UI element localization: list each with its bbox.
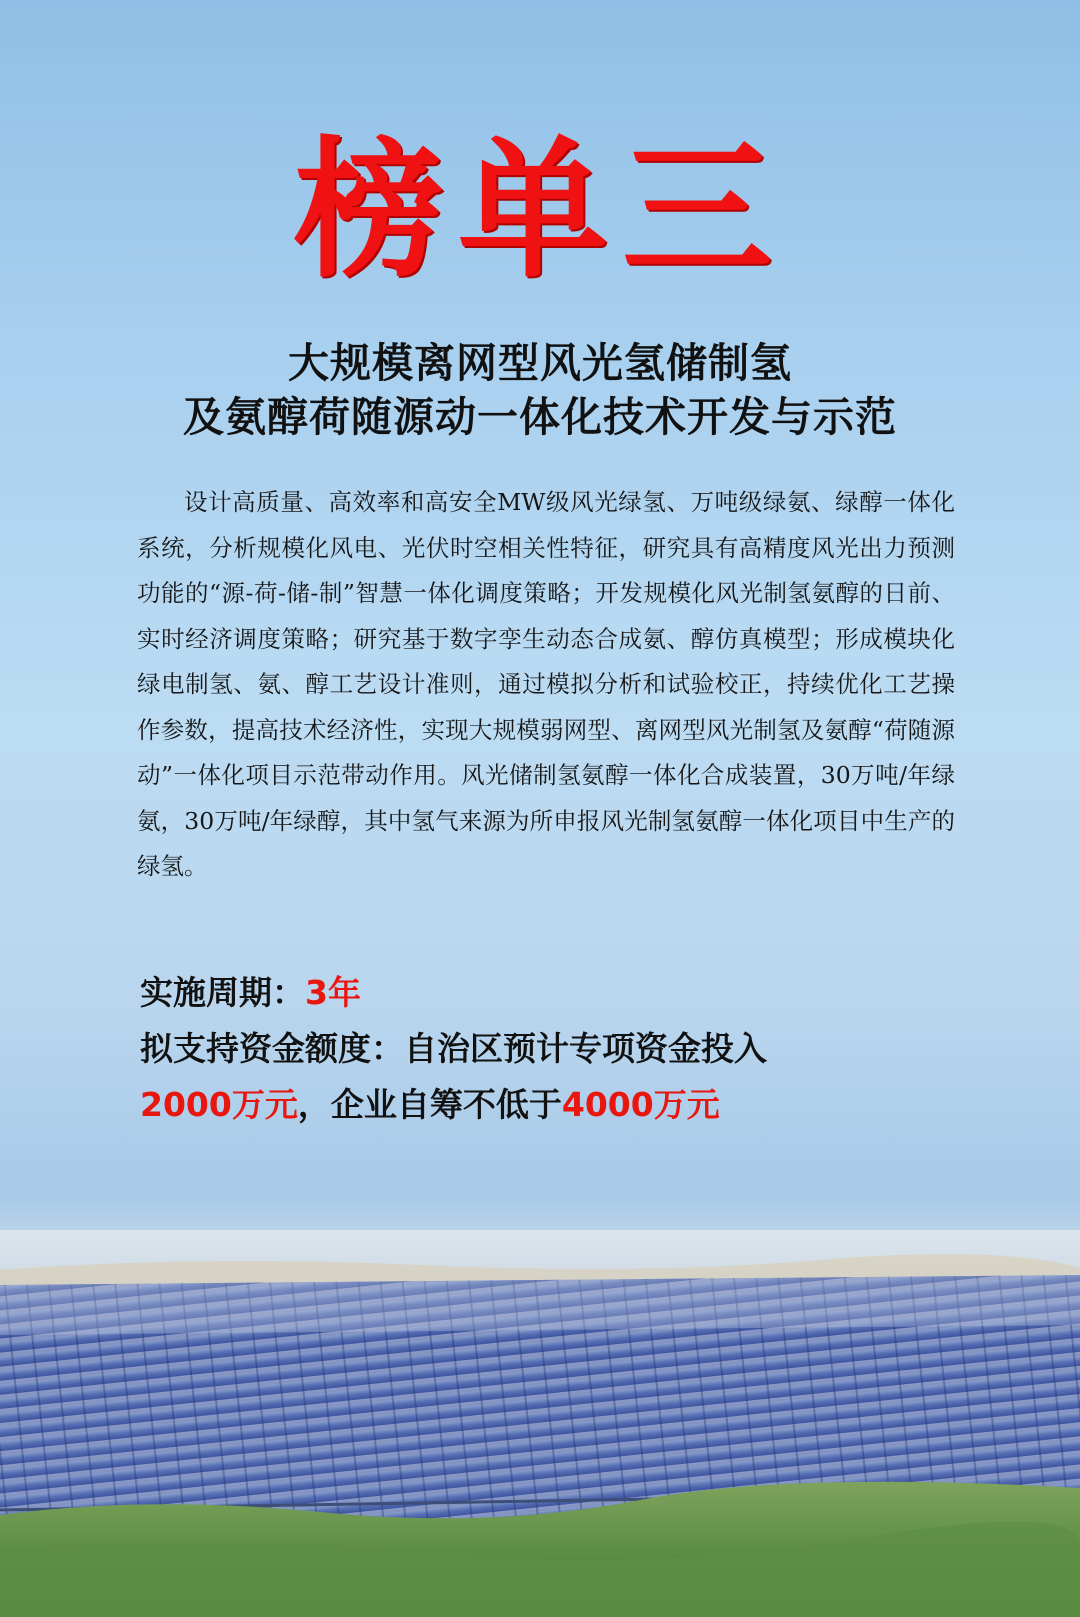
project-info	[140, 965, 960, 1133]
period-value: 3年	[305, 973, 361, 1012]
funding-label: 拟支持资金额度：	[140, 1029, 404, 1068]
project-title	[60, 336, 1020, 444]
period-label: 实施周期：	[140, 973, 305, 1012]
funding-row	[140, 1021, 960, 1077]
funding-row-2	[140, 1077, 960, 1133]
funding-text-2: ，企业自筹不低于	[297, 1085, 562, 1124]
funding-amount-2: 4000万元	[561, 1085, 720, 1124]
headline-title: 榜单三	[293, 122, 786, 298]
project-title-line-2: 及氨醇荷随源动一体化技术开发与示范	[183, 393, 897, 441]
project-title-line-1: 大规模离网型风光氢储制氢	[288, 339, 792, 387]
solar-farm-icon	[0, 1230, 1080, 1617]
funding-text-1: 自治区预计专项资金投入	[404, 1029, 767, 1068]
project-description: 设计高质量、高效率和高安全MW级风光绿氢、万吨级绿氨、绿醇一体化系统，分析规模化风电、光伏时空相关性特征，研究具有高精度风光出力预测功能的“源-荷-储-制”智慧一体化调度策略；开发规模化风光制氢氨醇的日前、实时经济调度策略；研究基于数字孪生动态合成氨、醇仿真模型；形成模块化绿电制氢、氨、醇工艺设计准则，通过模拟分析和试验校正，持续优化工艺操作参数，提高技术经济性，实现大规模弱网型、离网型风光制氢及氨醇“荷随源动”一体化项目示范带动作用。风光储制氢氨醇一体化合成装置，30万吨/年绿氨，30万吨/年绿醇，其中氢气来源为所申报风光制氢氨醇一体化项目中生产的绿氢。	[137, 488, 955, 880]
period-row	[140, 965, 960, 1021]
funding-amount-1: 2000万元	[140, 1085, 298, 1124]
